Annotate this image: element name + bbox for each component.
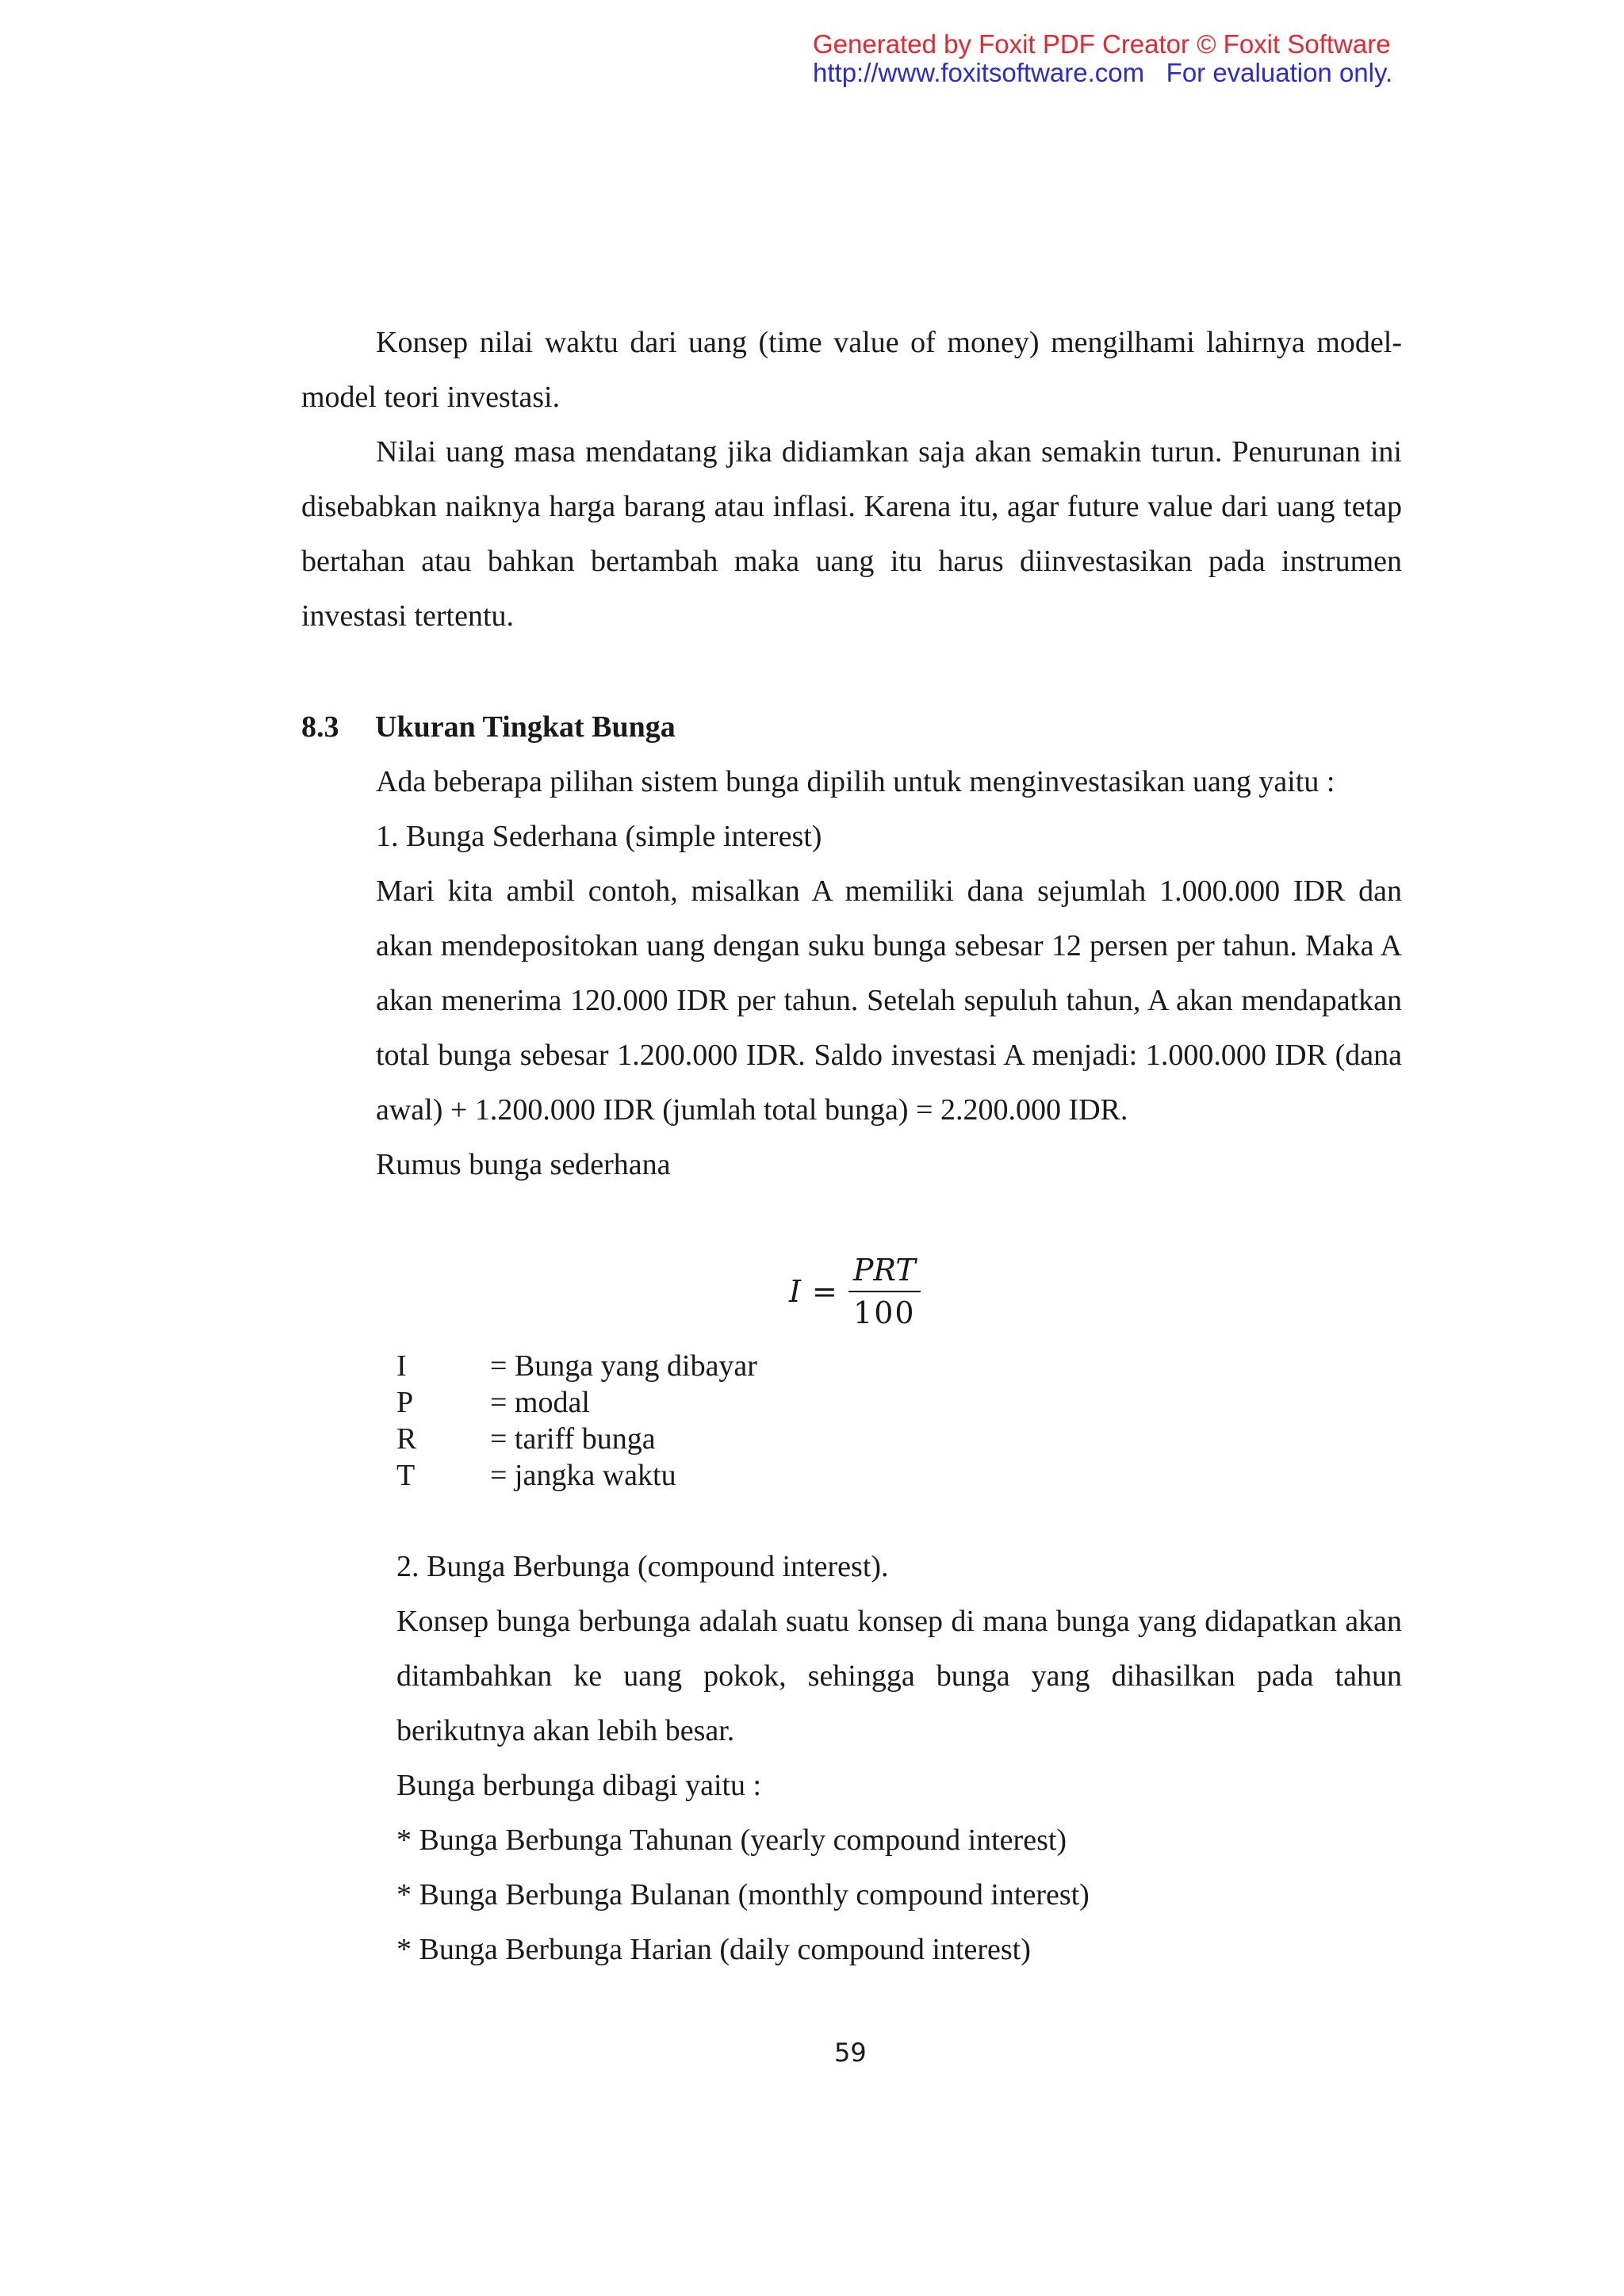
formula-lhs: I [789,1274,802,1309]
formula-label: Rumus bunga sederhana [376,1148,671,1181]
compound-types-label: Bunga berbunga dibagi yaitu : [396,1769,762,1802]
compound-type-item: * Bunga Berbunga Tahunan (yearly compound interest) [396,1823,1067,1857]
variable-symbol: T [396,1459,416,1492]
variable-description: = Bunga yang dibayar [490,1349,757,1383]
watermark-note: For evaluation only. [1166,58,1393,87]
formula-denominator: 100 [853,1295,916,1330]
variable-row [396,1348,757,1384]
simple-interest-title: 1. Bunga Sederhana (simple interest) [376,820,822,853]
variable-description: = jangka waktu [490,1459,676,1492]
formula-numerator: PRT [848,1253,921,1292]
evaluation-watermark [813,30,1447,87]
variable-definitions [396,1348,757,1494]
section-heading [301,700,676,755]
watermark-line1: Generated by Foxit PDF Creator © Foxit Software [813,29,1391,59]
paragraph-text: Konsep nilai waktu dari uang (time value of money) mengilhami lahirnya model-model teori investasi. [301,326,1402,414]
compound-type-item: * Bunga Berbunga Harian (daily compound interest) [396,1933,1031,1966]
page-number: 59 [834,2038,867,2068]
formula-fraction [848,1253,921,1330]
variable-row [396,1421,757,1457]
section-number: 8.3 [301,710,339,744]
formula-equals: = [812,1274,837,1309]
variable-symbol: R [396,1422,417,1456]
section-body [376,755,1402,1192]
variable-symbol: I [396,1349,407,1383]
watermark-line2 [813,59,1447,87]
simple-interest-formula [789,1253,921,1330]
variable-symbol: P [396,1386,414,1419]
variable-description: = modal [490,1386,590,1419]
watermark-url[interactable]: http://www.foxitsoftware.com [813,58,1145,87]
paragraph-time-value [301,316,1402,425]
simple-interest-example: Mari kita ambil contoh, misalkan A memiliki dana sejumlah 1.000.000 IDR dan akan mendepositokan uang dengan suku bunga sebesar 12 persen per tahun. Maka A akan menerima 120.000 IDR per tahun. Setelah sepuluh tahun, A akan mendapatkan total bunga sebesar 1.200.000 IDR. Saldo investasi A menjadi: 1.000.000 IDR (dana awal) + 1.200.000 IDR (jumlah total bunga) = 2.200.000 IDR. [376,874,1402,1127]
compound-interest-body: Konsep bunga berbunga adalah suatu konsep di mana bunga yang didapatkan akan ditambahkan ke uang pokok, sehingga bunga yang dihasilkan pada tahun berikutnya akan lebih besar. [396,1605,1402,1747]
section-intro: Ada beberapa pilihan sistem bunga dipilih untuk menginvestasikan uang yaitu : [376,765,1335,798]
compound-type-item: * Bunga Berbunga Bulanan (monthly compound interest) [396,1878,1090,1911]
paragraph-future-value [301,425,1402,644]
section-title: Ukuran Tingkat Bunga [375,710,676,744]
variable-row [396,1457,757,1494]
variable-row [396,1384,757,1421]
compound-interest-title: 2. Bunga Berbunga (compound interest). [396,1550,889,1583]
compound-interest-section [396,1540,1402,1977]
paragraph-text: Nilai uang masa mendatang jika didiamkan saja akan semakin turun. Penurunan ini disebabkan naiknya harga barang atau inflasi. Karena itu, agar future value dari uang tetap bertahan atau bahkan bertambah maka uang itu harus diinvestasikan pada instrumen investasi tertentu. [301,435,1402,633]
variable-description: = tariff bunga [490,1422,656,1456]
